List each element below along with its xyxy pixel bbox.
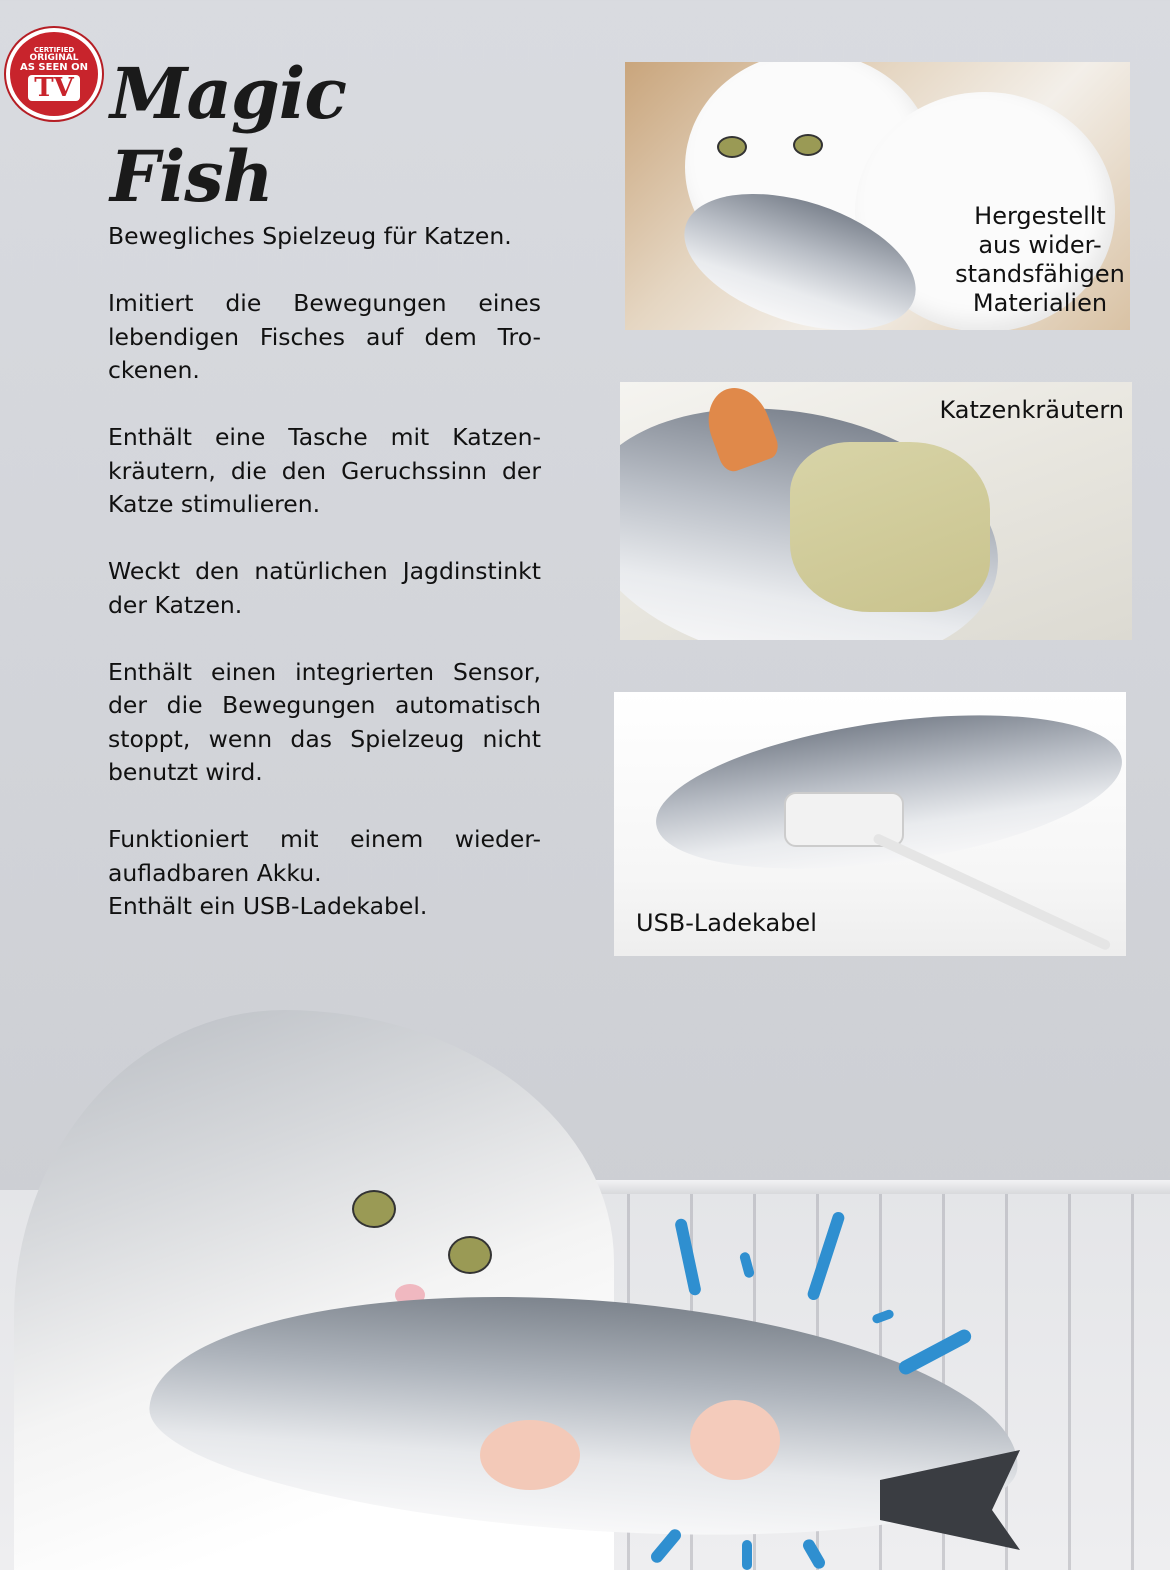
panel-label-catnip: Katzenkräutern: [939, 396, 1124, 424]
hero-fish-fin: [690, 1400, 780, 1480]
photo-panel-usb-cable: [614, 692, 1126, 956]
motion-dash: [742, 1540, 752, 1570]
as-seen-on-tv-badge: [6, 28, 102, 120]
badge-certified: CERTIFIED: [33, 46, 75, 54]
hero-cat-eye-right: [448, 1236, 492, 1274]
description-paragraph: Imitiert die Bewegungen eines lebendigen Fisches auf dem Tro-ckenen.: [108, 289, 541, 384]
description-paragraph: Bewegliches Spielzeug für Katzen.: [108, 222, 512, 250]
cat-eye-left: [717, 136, 747, 158]
description-paragraph: Weckt den natürlichen Jagdinstinkt der Katzen.: [108, 557, 541, 619]
badge-tv: TV: [28, 75, 80, 101]
usb-cable-shape: [872, 832, 1112, 951]
photo-panel-catnip-pocket: [620, 382, 1132, 640]
floor-skirting: [540, 1180, 1170, 1194]
description-paragraph: Enthält einen integrierten Sensor, der die Bewegungen automatisch stoppt, wenn das Spielzeug nicht benutzt wird.: [108, 657, 541, 786]
description-paragraph: Enthält ein USB-Ladekabel.: [108, 892, 428, 920]
photo-panel-cat-biting-fish: [625, 62, 1130, 330]
hero-cat-eye-left: [352, 1190, 396, 1228]
product-description: [108, 220, 541, 957]
page-title: Magic Fish: [110, 52, 347, 218]
description-paragraph: Enthält eine Tasche mit Katzen-kräutern, die den Geruchssinn der Katze stimulieren.: [108, 423, 541, 518]
panel-label-usb: USB-Ladekabel: [636, 909, 817, 937]
badge-original: ORIGINAL: [29, 53, 79, 63]
hero-fish-fin: [480, 1420, 580, 1490]
catnip-pouch-shape: [790, 442, 990, 612]
panel-label-materials: Hergestellt aus wider-standsfähigen Materialien: [955, 202, 1125, 317]
cat-eye-right: [793, 134, 823, 156]
badge-as-seen-on: AS SEEN ON: [19, 62, 88, 73]
description-paragraph: Funktioniert mit einem wieder-aufladbaren Akku.: [108, 825, 541, 887]
